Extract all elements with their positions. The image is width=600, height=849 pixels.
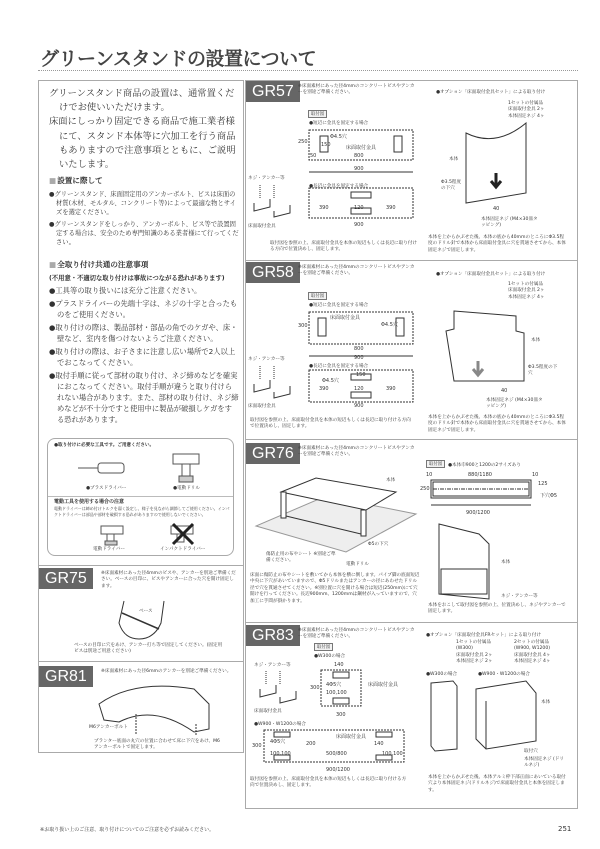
gr57-screw-label: 本体固定ネジ (M4×30皿タッピング) bbox=[481, 217, 538, 228]
gr58-short-heading: ●短辺に金具を固定する場合 bbox=[309, 303, 369, 308]
dim-label: 150 bbox=[356, 372, 366, 378]
screw-label: ネジ・アンカー等 bbox=[248, 357, 285, 362]
dim-label: 床面取付金具 bbox=[346, 145, 377, 151]
gr57-caption-right: 本体を上からかぶせた後、本体の底から40mmのところにΦ3.5程度のドリル針で本体から床面取付金具に穴を貫通させてから、本体固定ネジで固定します。 bbox=[428, 235, 566, 253]
common-item: ●取り付けの際は、お子さまに注意し広い場所で2人以上でおこなってください。 bbox=[49, 347, 236, 368]
dim-label: 120 bbox=[354, 386, 364, 392]
gr75-base-label: ベース bbox=[139, 609, 153, 614]
dim-label: 500/800 bbox=[326, 751, 347, 757]
gr76-drill-label: 電動ドリル bbox=[346, 562, 369, 567]
gr83-option-heading: ●オプション「床面取付金具FRセット」による取り付け bbox=[426, 633, 542, 638]
dim-label: 900 bbox=[354, 166, 364, 172]
gr83-set-list-w300: 1セットの付属品 (W300) 床面取付金具 2ヶ 本体固定ネジ 2ヶ bbox=[456, 640, 493, 665]
gr76-screw-label: ネジ・アンカー等 bbox=[501, 594, 538, 599]
gr83-w300-heading: ●W300の場合 bbox=[314, 654, 346, 659]
gr76-layout-diagram bbox=[431, 478, 536, 508]
page-title: グリーンスタンドの設置について bbox=[40, 48, 317, 70]
power-tool-heading: 電動工具を使用する場合の注意 bbox=[54, 499, 125, 505]
gr57-option-heading: ●オプション「床面取付金具セット」による取り付け bbox=[436, 90, 546, 95]
bracket-icon bbox=[252, 366, 292, 400]
gr83-tag: 取付図 bbox=[314, 643, 333, 651]
screwdriver-and-drill-icon bbox=[78, 452, 218, 484]
intro-item: 床面にしっかり固定できる商品で施工業者様にて、スタンド本体等に穴加工を行う商品もありますので注意事項とともに、ご説明いたします。 bbox=[49, 116, 236, 171]
model-badge-gr75: GR75 bbox=[39, 568, 93, 589]
bracket-label: 床面取付金具 bbox=[248, 404, 276, 409]
dim-label: 10 bbox=[426, 472, 433, 478]
dim-label: 900/1200 bbox=[466, 510, 490, 516]
dim-label: 100,100 bbox=[326, 690, 347, 696]
dim-label: 800 bbox=[354, 346, 364, 352]
dim-label: 床面取付金具 bbox=[368, 682, 399, 688]
gr58-caption-right: 本体を上からかぶせた後、本体の底から40mmのところにΦ3.5程度のドリル針で本体から床面取付金具に穴を貫通させてから、本体固定ネジで固定します。 bbox=[428, 415, 566, 433]
gr57-tag: 取付図 bbox=[308, 110, 327, 118]
dim-label: 150 bbox=[321, 142, 331, 148]
gr76-body-label-2: 本体 bbox=[501, 560, 511, 565]
dim-label: 40 bbox=[501, 388, 508, 394]
gr83-set-list-w900: 2セットの付属品 (W900, W1200) 床面取付金具 4ヶ 本体固定ネジ 4ヶ bbox=[514, 640, 551, 665]
gr58-unit-diagram bbox=[446, 311, 526, 386]
gr57-unit-diagram bbox=[466, 123, 536, 208]
gr76-frame-diagram bbox=[256, 474, 416, 552]
dim-label: Φ4.5穴 bbox=[381, 322, 398, 328]
dim-label: 床面取付金具 bbox=[330, 315, 361, 321]
screw-label: ネジ・アンカー等 bbox=[248, 176, 285, 181]
dim-label: 900 bbox=[354, 355, 364, 361]
gr76-sheet-label: 傷防止用の布やシート ※別途ご準備ください。 bbox=[266, 552, 336, 563]
tools-panel bbox=[47, 438, 234, 556]
dim-label: 880/1180 bbox=[468, 472, 492, 478]
dim-label: 300 bbox=[310, 685, 320, 691]
dim-label: 250 bbox=[298, 139, 308, 145]
gr83-caption-right: 本体を上からかぶせた後、本体アルミ枠下部正面にあいている取付穴より本体固定ネジ(ドリルネジ)で床面取付金具と本体を固定します。 bbox=[428, 775, 566, 793]
dim-label: 390 bbox=[386, 386, 396, 392]
footer-note: ※お取り扱い上のご注意、取り付けについてのご注意を必ずお読みください。 bbox=[40, 827, 215, 833]
common-heading: ■ 全取り付け共通の注意事項 bbox=[49, 259, 239, 270]
gr81-note: ※床面素材にあった径6mmのアンカーを別途ご準備ください。 bbox=[101, 669, 232, 674]
tools-heading: ●取り付けに必要な工具です。ご用意ください。 bbox=[54, 443, 155, 448]
gr58-pilot-label: Φ3.5程度の下穴 bbox=[528, 365, 558, 376]
dim-label: 100,100 bbox=[382, 751, 403, 757]
gr57-long-heading: ●長辺に金具を固定する場合 bbox=[309, 184, 369, 189]
model-badge-gr76: GR76 bbox=[246, 443, 300, 464]
common-item: ●取り付けの際は、製品部材・部品の角でのケガや、床・壁など、室内を傷つけないようご注意ください。 bbox=[49, 323, 238, 344]
intro-item: グリーンスタンド商品の設置は、通常置くだけでお使いいただけます。 bbox=[49, 88, 235, 114]
intro bbox=[49, 87, 239, 172]
dim-label: 200 bbox=[306, 741, 316, 747]
dim-label: 900/1200 bbox=[326, 767, 350, 773]
gr81-caption: プランター底面の丸穴の位置に合わせて床に下穴をあけ、M6アンカーボルトで固定します。 bbox=[94, 739, 220, 751]
dim-label: 900 bbox=[354, 403, 364, 409]
gr76-upright-diagram bbox=[439, 524, 494, 599]
common-item: ●プラスドライバーの先端十字は、ネジの十字と合ったものをご使用ください。 bbox=[49, 299, 238, 320]
dim-label: 125 bbox=[538, 481, 548, 487]
gr58-note: ※床面素材にあった径4mmのコンクリートビスやアンカーを別途ご準備ください。 bbox=[298, 265, 415, 277]
gr75-note: ※床面素材にあった径4mmのビスや、アンカーを別途ご準備ください。ベースの目印に、ビスやアンカーに合った穴を開け固定します。 bbox=[101, 571, 236, 589]
title-divider bbox=[38, 70, 578, 71]
dim-label: 300 bbox=[336, 712, 346, 718]
dim-label: 140 bbox=[334, 662, 344, 668]
setup-section bbox=[49, 167, 239, 249]
dim-label: 10 bbox=[532, 472, 539, 478]
gr57-set-list: 1セットの付属品 床面取付金具 2ヶ 本体固定ネジ 4ヶ bbox=[508, 101, 545, 119]
gr81-bolt-label: M6アンカーボルト bbox=[89, 725, 128, 730]
gr83-case300: ●W300の場合 bbox=[426, 672, 458, 677]
power-tool-text: 電動ドライバーは締め付けトルクを弱く設定し、様子を見ながら調節してご使用ください。インパクトドライバーは部品や部材を破損する恐れがありますので使用しないでください。 bbox=[54, 506, 230, 517]
gr57-body-label: 本体 bbox=[449, 157, 459, 162]
gr58-caption-left: 取付図を参照の上、床面取付金具を本体の短辺もしくは長辺に取り付ける方向で位置決めし、固定します。 bbox=[250, 418, 411, 430]
gr76-pilot-label: Φ5の下穴 bbox=[368, 542, 389, 547]
dim-label: 120 bbox=[354, 205, 364, 211]
gr76-note: ※床面素材にあった径4mmのコンクリートビスやアンカーを別途ご準備ください。 bbox=[298, 446, 415, 458]
gr83-unit-diagrams bbox=[431, 681, 541, 756]
gr76-caption-left: 床面に傷防止の布やシートを敷いてから本体を横に倒します。パイプ脚の底面短辺中央に下穴があいていますので、Φ5ドリルまたはアンカーの径にあわせたドリル径で穴を貫通させてください。※別位置に穴を開ける場合は短辺(250mm)にて穴開けを行ってください。長辺900mm、1200mmは鋼材が入っていますので、穴加工に手間が掛かります。 bbox=[250, 573, 420, 604]
dim-label: Φ4.5穴 bbox=[322, 378, 339, 384]
dim-label: 390 bbox=[319, 386, 329, 392]
dim-label: 390 bbox=[319, 205, 329, 211]
gr57-short-heading: ●短辺に金具を固定する場合 bbox=[309, 121, 369, 126]
dim-label: 下穴Φ5 bbox=[540, 493, 558, 499]
model-badge-gr57: GR57 bbox=[246, 81, 300, 102]
gr76-body-label: 本体 bbox=[386, 478, 396, 483]
gr83-w900-heading: ●W900・W1200の場合 bbox=[254, 722, 306, 727]
dim-label: 250 bbox=[420, 486, 430, 492]
dim-label: 140 bbox=[374, 741, 384, 747]
model-badge-gr83: GR83 bbox=[246, 625, 300, 646]
drill-icons bbox=[93, 524, 203, 546]
gr76-sizes: ●本体巾900と1200の2サイズあり bbox=[448, 463, 521, 468]
general-notes-panel bbox=[38, 80, 244, 753]
dim-label: Φ4.5穴 bbox=[330, 134, 347, 140]
tool-label: ●電動ドリル bbox=[173, 486, 200, 491]
gr76-tag: 取付図 bbox=[426, 460, 445, 468]
dim-label: 300 bbox=[298, 323, 308, 329]
common-subheading: (不用意・不適切な取り付けは事故につながる恐れがあります) bbox=[49, 275, 225, 282]
gr76-caption-right: 本体をおこして取付図を参照の上、位置決めし、ネジやアンカーで固定します。 bbox=[428, 603, 566, 615]
gr58-set-list: 1セットの付属品 床面取付金具 2ヶ 本体固定ネジ 4ヶ bbox=[508, 282, 545, 300]
dim-label: 300 bbox=[252, 743, 262, 749]
model-badge-gr58: GR58 bbox=[246, 262, 300, 283]
bracket-label: 床面取付金具 bbox=[248, 224, 276, 229]
common-item: ●工具等の取り扱いには充分ご注意ください。 bbox=[49, 286, 202, 296]
gr83-screw-label: 本体固定ネジ (ドリルネジ) bbox=[524, 757, 565, 768]
dim-label: 4Φ5穴 bbox=[270, 739, 286, 745]
gr83-case900: ●W900・W1200の場合 bbox=[478, 672, 530, 677]
gr57-note: ※床面素材にあった径4mmのコンクリートビスやアンカーを別途ご準備ください。 bbox=[298, 84, 415, 96]
screw-label: ネジ・アンカー等 bbox=[254, 663, 291, 668]
tool-label: ●プラスドライバー bbox=[86, 486, 127, 491]
dim-label: 900 bbox=[354, 222, 364, 228]
gr83-body-label: 本体 bbox=[541, 700, 551, 705]
bracket-label: 床面取付金具 bbox=[254, 709, 282, 714]
common-section bbox=[49, 251, 239, 427]
gr75-caption: ベースの目印に穴をあけ、アンカー打ち等で固定してください。(固定用ビスは別途ご用意ください) bbox=[74, 643, 223, 655]
tool-label: 電動ドライバー bbox=[93, 547, 125, 552]
dim-label: 40 bbox=[493, 206, 500, 212]
dim-label: 390 bbox=[386, 205, 396, 211]
dim-label: 50 bbox=[310, 153, 317, 159]
page-number: 251 bbox=[558, 825, 572, 833]
setup-heading: ■ 設置に際して bbox=[49, 175, 239, 186]
gr75-base-diagram bbox=[119, 601, 169, 641]
gr83-caption-left: 取付図を参照の上、床面取付金具を本体の短辺もしくは長辺に取り付ける方向で位置決めし、固定します。 bbox=[250, 777, 407, 789]
gr58-screw-label: 本体固定ネジ (M4×30皿タッピング) bbox=[486, 398, 543, 409]
gr58-long-heading: ●長辺に金具を固定する場合 bbox=[309, 364, 369, 369]
gr58-tag: 取付図 bbox=[308, 292, 327, 300]
gr83-note: ※床面素材にあった径4mmのコンクリートビスやアンカーを別途ご準備ください。 bbox=[298, 628, 415, 640]
gr58-option-heading: ●オプション「床面取付金具セット」による取り付け bbox=[436, 272, 546, 277]
common-item: ●取付手順に従って部材の取り付け、ネジ締めなどを確実におこなってください。取付手順が違うと取り付けられない場合があります。また、部材の取り付け、ネジ締めなどが不十分ですと使用中に製品が破損しケガをする恐れがあります。 bbox=[49, 371, 239, 425]
bracket-icon bbox=[258, 671, 298, 705]
model-badge-gr81: GR81 bbox=[39, 666, 93, 687]
setup-item: ●グリーンスタンドをしっかり、アンカーボルト、ビス等で設置固定する場合は、安全のため専門知識のある業者様にて行ってください。 bbox=[49, 220, 239, 247]
gr58-body-label: 本体 bbox=[531, 338, 541, 343]
model-instructions-panel bbox=[245, 80, 578, 809]
dim-label: 床面取付金具 bbox=[336, 734, 367, 740]
bracket-icon bbox=[252, 185, 292, 219]
dim-label: 100,100 bbox=[270, 751, 291, 757]
gr57-caption-left: 取付図を参照の上、床面取付金具を本体の短辺もしくは長辺に取り付ける方向で位置決めし、固定します。 bbox=[270, 241, 418, 253]
gr57-pilot-label: Φ3.5程度の下穴 bbox=[441, 180, 462, 191]
gr83-hole-label: 取付穴 bbox=[524, 749, 538, 754]
dim-label: 800 bbox=[354, 153, 364, 159]
dim-label: 4Φ5穴 bbox=[326, 682, 342, 688]
setup-item: ●グリーンスタンド、床面固定用のアンカーボルト、ビスは床面の材質(木材、モルタル、コンクリート等)によって最適な物とサイズを選定ください。 bbox=[49, 191, 236, 217]
tool-label: インパクトドライバー bbox=[160, 547, 206, 552]
